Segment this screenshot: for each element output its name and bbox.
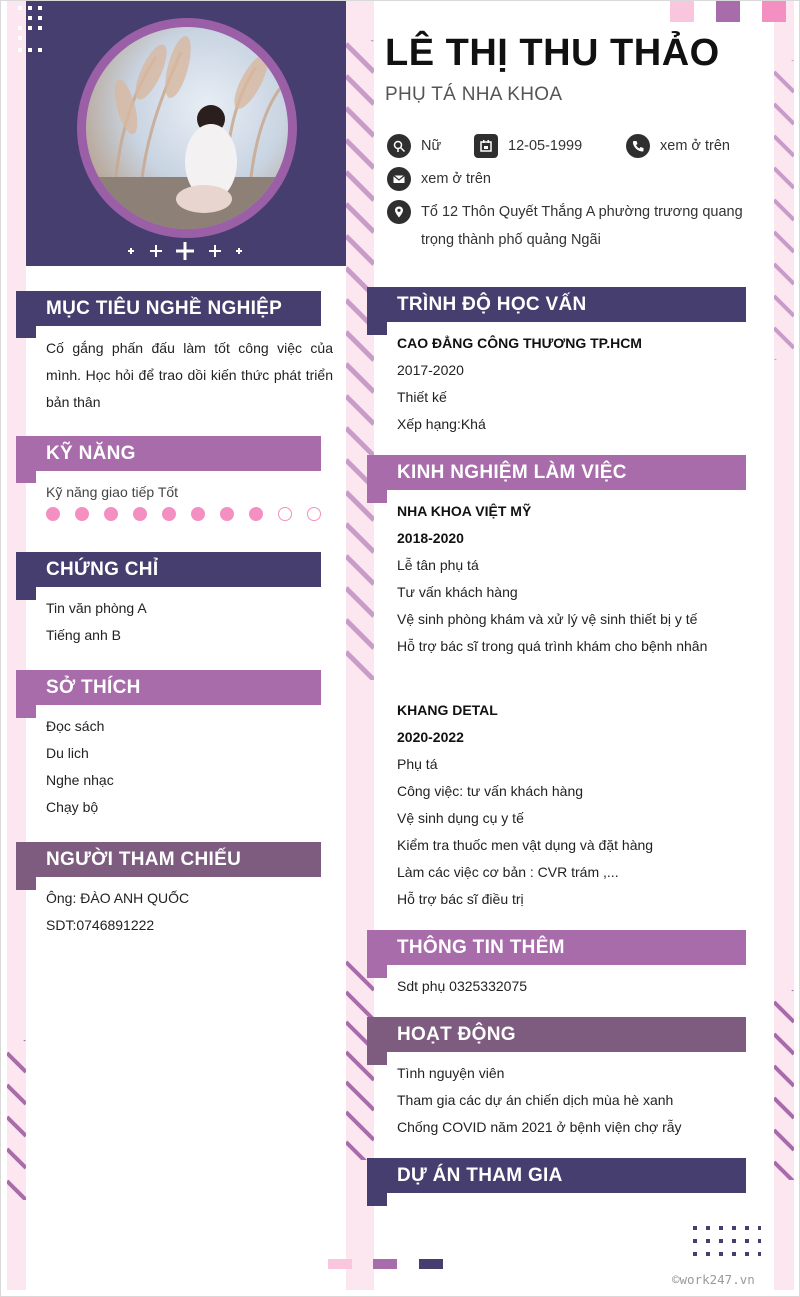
extra-info-heading: THÔNG TIN THÊM <box>367 930 746 965</box>
job-company: KHANG DETAL <box>397 702 498 718</box>
skills-heading: KỸ NĂNG <box>16 436 321 471</box>
references-heading: NGƯỜI THAM CHIẾU <box>16 842 321 877</box>
job-period: 2018-2020 <box>397 530 464 546</box>
education-heading: TRÌNH ĐỘ HỌC VẤN <box>367 287 746 322</box>
activity-item: Tình nguyện viên <box>397 1065 505 1081</box>
objective-text: Cố gắng phấn đấu làm tốt công việc của mình. Học hỏi để trao dồi kiến thức phát triển bản thân <box>46 340 333 410</box>
education-line: Thiết kế <box>397 389 447 405</box>
hobbies-heading: SỞ THÍCH <box>16 670 321 705</box>
projects-heading: DỰ ÁN THAM GIA <box>367 1158 746 1193</box>
skill-label: Kỹ năng giao tiếp Tốt <box>46 484 179 500</box>
phone-text: xem ở trên <box>660 138 730 154</box>
job-duty: Lễ tân phụ tá <box>397 557 479 573</box>
gender-text: Nữ <box>421 138 442 154</box>
birthday-text: 12-05-1999 <box>508 138 583 154</box>
job-duty: Phụ tá <box>397 756 438 772</box>
job-duty: Kiểm tra thuốc men vật dụng và đặt hàng <box>397 837 654 853</box>
address-line-2: trọng thành phố quảng Ngãi <box>421 232 601 248</box>
hobby-item: Đọc sách <box>46 718 105 734</box>
person-name: LÊ THỊ THU THẢO <box>385 32 720 74</box>
activity-item: Chống COVID năm 2021 ở bệnh viện chợ rẫy <box>397 1119 682 1135</box>
reference-item: SDT:0746891222 <box>46 917 155 933</box>
job-duty: Hỗ trợ bác sĩ trong quá trình khám cho bệnh nhân <box>397 638 708 654</box>
hobby-item: Du lich <box>46 745 89 761</box>
email-text: xem ở trên <box>421 171 491 187</box>
activity-item: Tham gia các dự án chiến dịch mùa hè xanh <box>397 1092 674 1108</box>
activities-heading: HOẠT ĐỘNG <box>367 1017 746 1052</box>
job-period: 2020-2022 <box>397 729 464 745</box>
certificate-item: Tiếng anh B <box>46 627 121 643</box>
job-duty: Công việc: tư vấn khách hàng <box>397 783 584 799</box>
watermark: ©work247.vn <box>672 1272 755 1287</box>
education-line: 2017-2020 <box>397 362 464 378</box>
education-line: Xếp hạng:Khá <box>397 416 486 432</box>
job-duty: Vệ sinh phòng khám và xử lý vệ sinh thiết bị y tế <box>397 611 698 627</box>
education-school: CAO ĐẲNG CÔNG THƯƠNG TP.HCM <box>397 335 642 351</box>
objective-heading: MỤC TIÊU NGHỀ NGHIỆP <box>16 291 321 326</box>
hobby-item: Nghe nhạc <box>46 772 114 788</box>
person-title: PHỤ TÁ NHA KHOA <box>385 84 563 105</box>
address-line-1: Tổ 12 Thôn Quyết Thắng A phường trương quang <box>421 204 743 220</box>
job-duty: Vệ sinh dụng cụ y tế <box>397 810 524 826</box>
job-duty: Tư vấn khách hàng <box>397 584 518 600</box>
job-duty: Làm các việc cơ bản : CVR trám ,... <box>397 864 619 880</box>
certificates-heading: CHỨNG CHỈ <box>16 552 321 587</box>
reference-item: Ông: ĐÀO ANH QUỐC <box>46 890 190 906</box>
job-duty: Hỗ trợ bác sĩ điều trị <box>397 891 524 907</box>
hobby-item: Chạy bộ <box>46 799 99 815</box>
extra-info-line: Sdt phụ 0325332075 <box>397 978 528 994</box>
certificate-item: Tin văn phòng A <box>46 600 147 616</box>
experience-heading: KINH NGHIỆM LÀM VIỆC <box>367 455 746 490</box>
job-company: NHA KHOA VIỆT MỸ <box>397 503 532 519</box>
